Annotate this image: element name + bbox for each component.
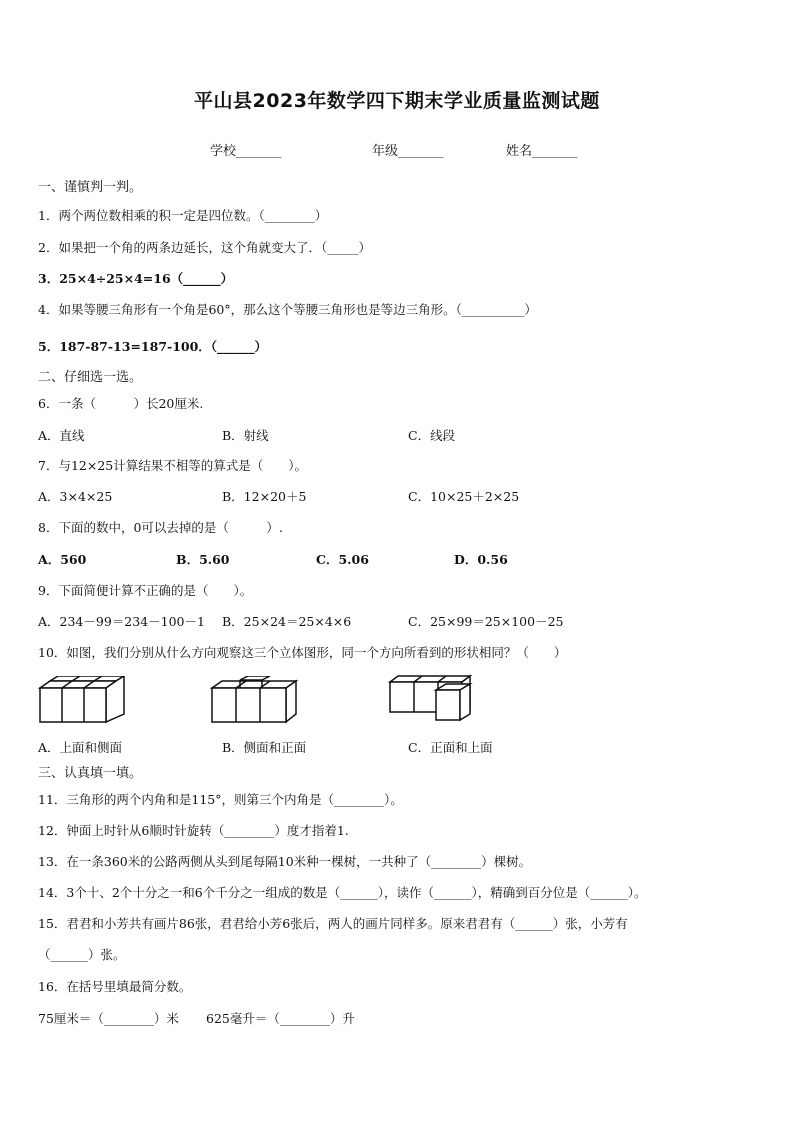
section-heading-2: 二、仔细选一选。 xyxy=(38,370,143,385)
question-1: 1．两个两位数相乘的积一定是四位数。（________） xyxy=(38,208,328,223)
cube-figure-3 xyxy=(388,674,478,724)
question-3: 3．25×4÷25×4=16（______） xyxy=(38,271,234,286)
q7-option-a[interactable]: A．3×4×25 xyxy=(38,489,113,504)
question-2: 2．如果把一个角的两条边延长，这个角就变大了．（_____） xyxy=(38,240,371,255)
question-12: 12．钟面上时针从6顺时针旋转（________）度才指着1. xyxy=(38,823,349,838)
q8-option-c[interactable]: C．5.06 xyxy=(316,552,369,567)
q9-option-a[interactable]: A．234－99＝234－100－1 xyxy=(38,614,205,629)
section-heading-3: 三、认真填一填。 xyxy=(38,766,143,781)
name-field[interactable]: 姓名_______ xyxy=(506,144,578,159)
q6-option-c[interactable]: C．线段 xyxy=(408,428,456,443)
q10-option-b[interactable]: B．侧面和正面 xyxy=(222,740,307,755)
school-field[interactable]: 学校_______ xyxy=(210,144,282,159)
question-8: 8．下面的数中，0可以去掉的是（ ）. xyxy=(38,520,283,535)
question-10: 10．如图，我们分别从什么方向观察这三个立体图形，同一个方向所看到的形状相同？（ ） xyxy=(38,645,567,660)
question-4: 4．如果等腰三角形有一个角是60°，那么这个等腰三角形也是等边三角形。（__________） xyxy=(38,302,537,317)
question-14: 14．3个十、2个十分之一和6个千分之一组成的数是（______），读作（______），精确到百分位是（______）。 xyxy=(38,885,647,900)
question-16: 16．在括号里填最简分数。 xyxy=(38,979,192,994)
question-11: 11．三角形的两个内角和是115°，则第三个内角是（________）。 xyxy=(38,792,403,807)
question-9: 9．下面简便计算不正确的是（ ）。 xyxy=(38,583,253,598)
q16-blank-b: 625毫升＝（________）升 xyxy=(206,1011,355,1026)
q10-option-c[interactable]: C．正面和上面 xyxy=(408,740,493,755)
q6-option-a[interactable]: A．直线 xyxy=(38,428,85,443)
q8-option-d[interactable]: D．0.56 xyxy=(454,552,508,567)
q7-option-c[interactable]: C．10×25＋2×25 xyxy=(408,489,520,504)
q8-option-b[interactable]: B．5.60 xyxy=(176,552,230,567)
cube-figure-2 xyxy=(210,676,306,724)
question-7: 7．与12×25计算结果不相等的算式是（ ）。 xyxy=(38,458,307,473)
cube-figure-1 xyxy=(38,676,134,724)
q7-option-b[interactable]: B．12×20＋5 xyxy=(222,489,307,504)
page-title: 平山县2023年数学四下期末学业质量监测试题 xyxy=(194,90,600,112)
q9-option-c[interactable]: C．25×99＝25×100－25 xyxy=(408,614,564,629)
section-heading-1: 一、谨慎判一判。 xyxy=(38,180,143,195)
question-5: 5．187-87-13=187-100．（______） xyxy=(38,339,268,354)
grade-field[interactable]: 年级_______ xyxy=(372,144,444,159)
question-15-continued: （______）张。 xyxy=(38,947,126,962)
q6-option-b[interactable]: B．射线 xyxy=(222,428,269,443)
question-15: 15．君君和小芳共有画片86张，君君给小芳6张后，两人的画片同样多。原来君君有（______）张，小芳有 xyxy=(38,916,628,931)
q16-blank-a: 75厘米＝（________）米 xyxy=(38,1011,179,1026)
q8-option-a[interactable]: A．560 xyxy=(38,552,87,567)
q9-option-b[interactable]: B．25×24＝25×4×6 xyxy=(222,614,352,629)
q10-option-a[interactable]: A．上面和侧面 xyxy=(38,740,123,755)
question-6: 6．一条（ ）长20厘米. xyxy=(38,396,204,411)
question-13: 13．在一条360米的公路两侧从头到尾每隔10米种一棵树，一共种了（________）棵树。 xyxy=(38,854,532,869)
